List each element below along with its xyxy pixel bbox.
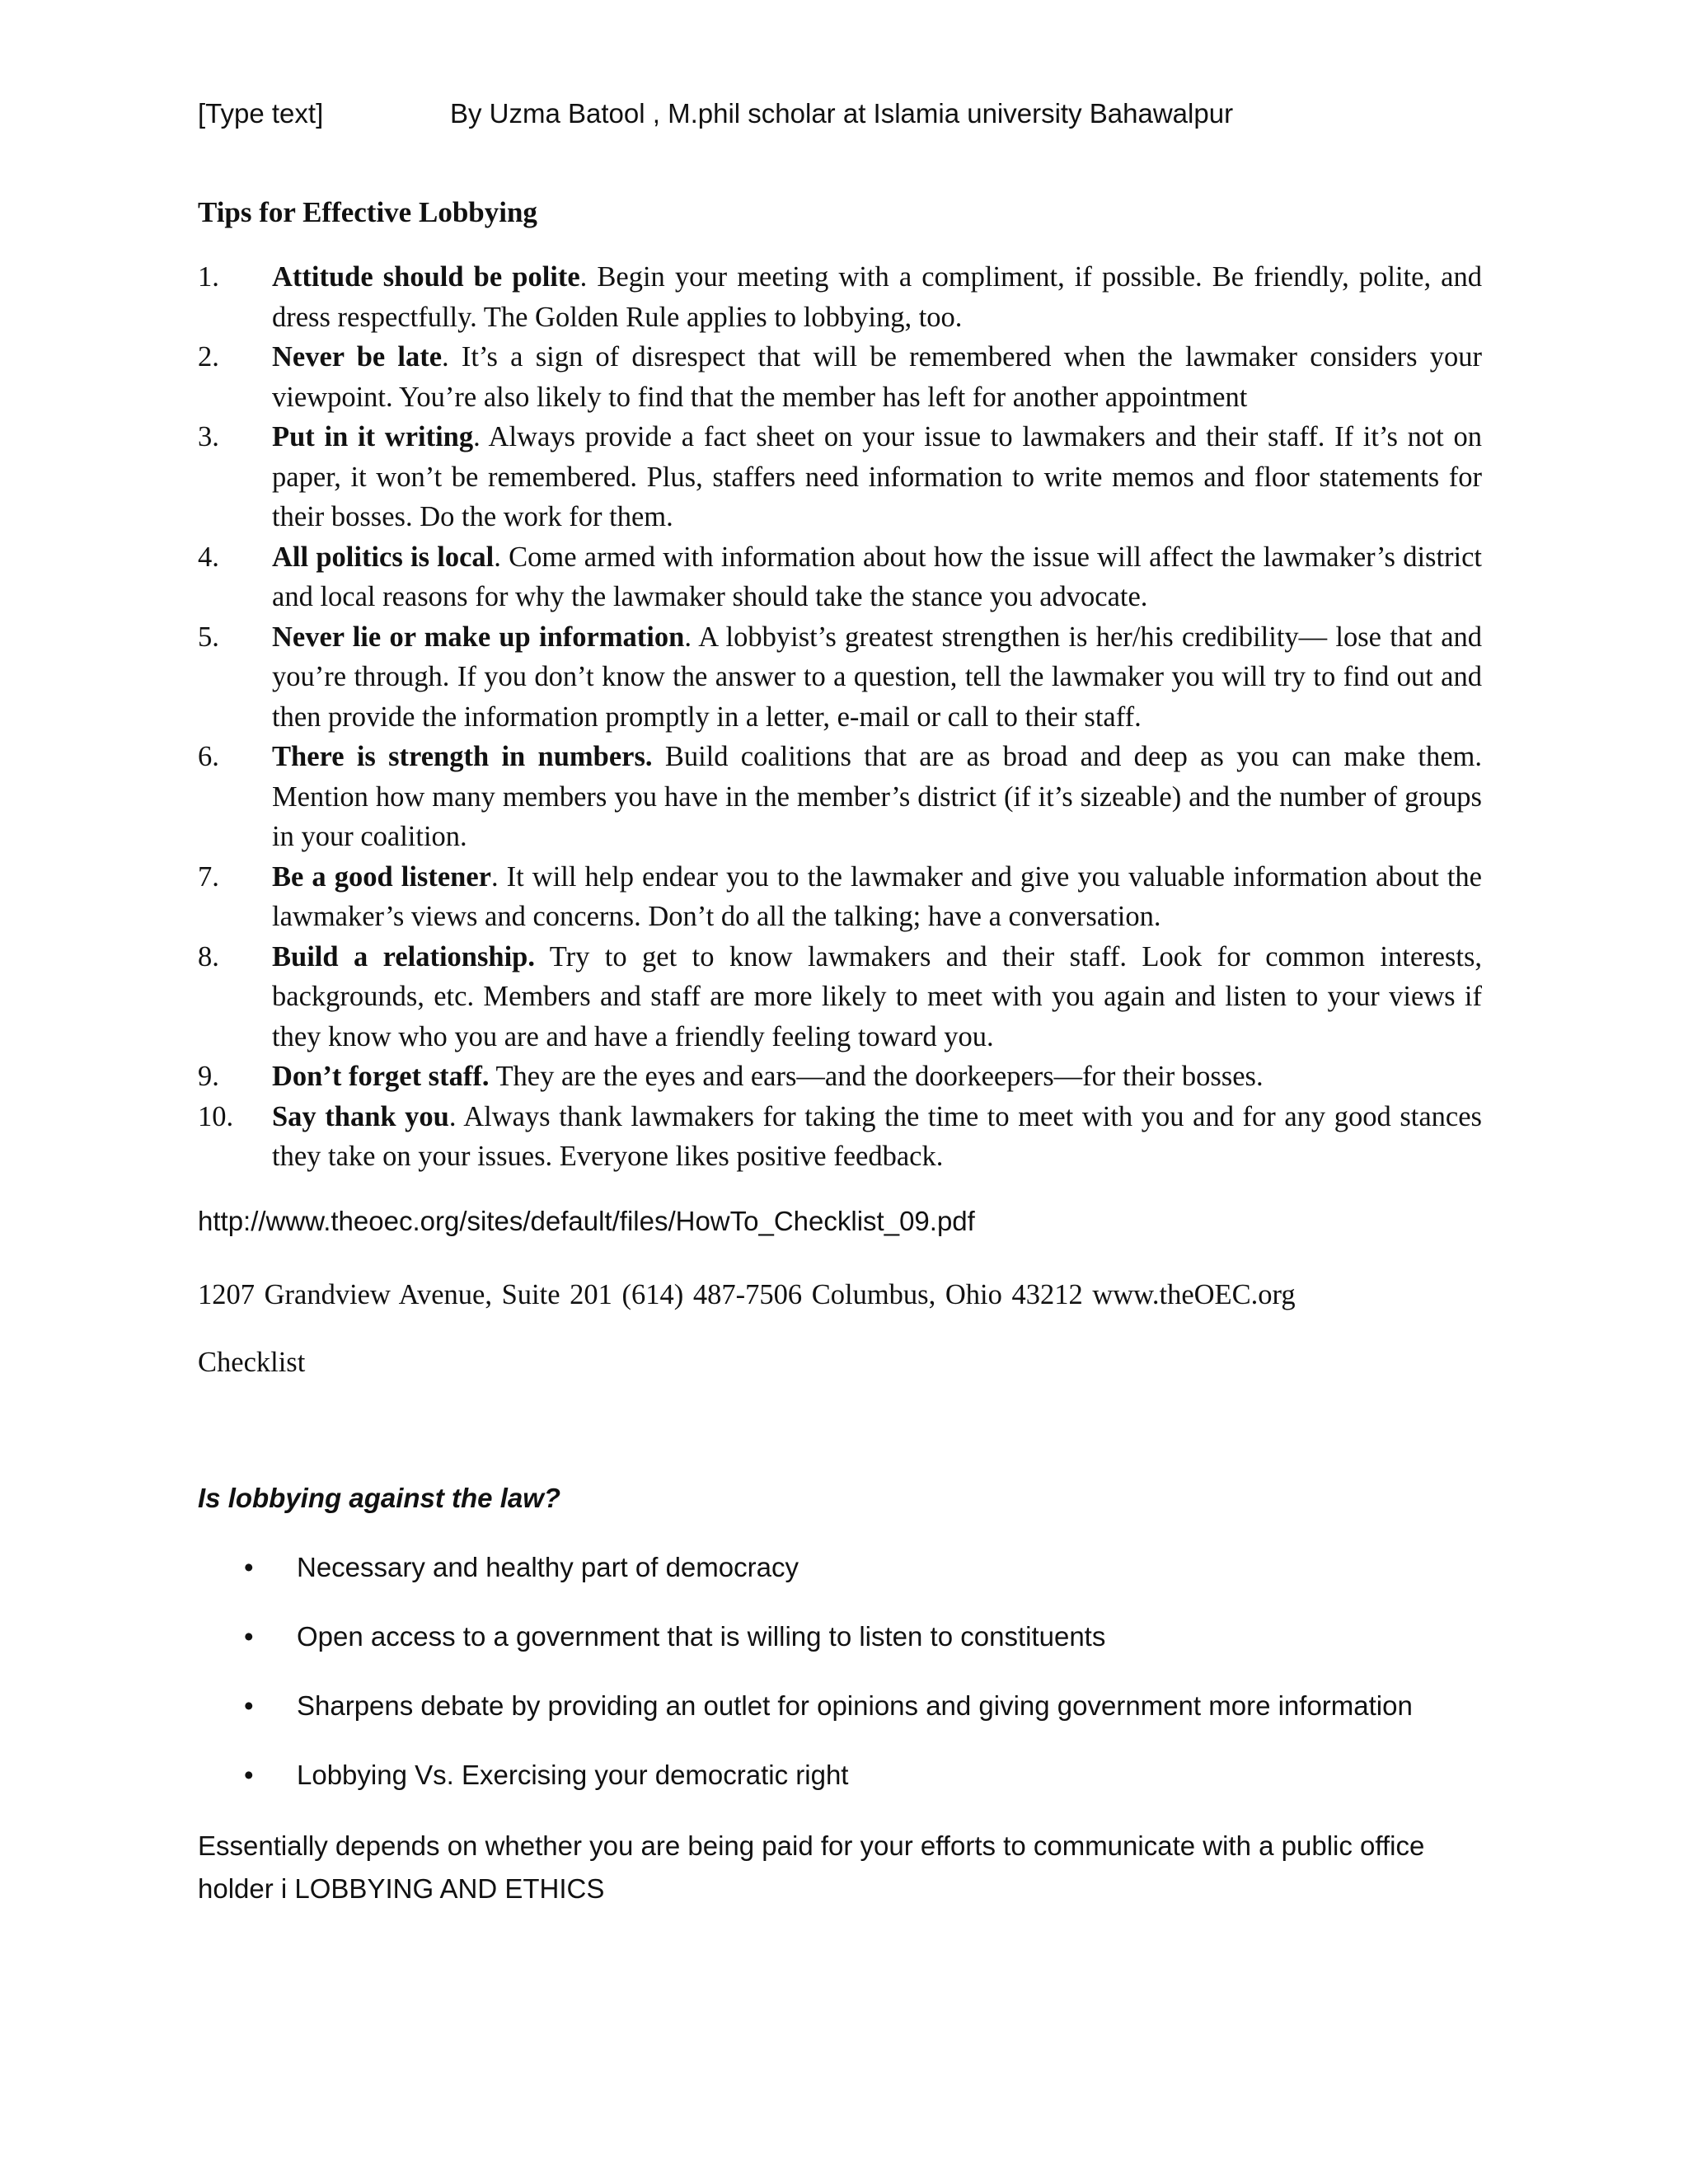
bullet-item <box>198 1619 1517 1688</box>
source-url: http://www.theoec.org/sites/default/files/HowTo_Checklist_09.pdf <box>198 1206 975 1236</box>
bullet-text: Lobbying Vs. Exercising your democratic right <box>297 1760 849 1790</box>
section-title: Tips for Effective Lobbying <box>198 196 537 228</box>
bullet-icon: • <box>244 1621 254 1652</box>
bullet-list <box>198 1549 1517 1826</box>
tip-text: . It’s a sign of disrespect that will be remembered when the lawmaker considers your viewpoint. You’re also likely to find that the member has left for another appointment <box>272 341 1483 413</box>
tip-item <box>198 1097 1482 1177</box>
tip-item <box>198 737 1482 857</box>
bullet-item <box>198 1549 1517 1619</box>
tip-item <box>198 417 1482 537</box>
bullet-text: Sharpens debate by providing an outlet for opinions and giving government more information <box>297 1690 1413 1721</box>
bullet-icon: • <box>244 1760 254 1790</box>
tip-item <box>198 617 1482 738</box>
tips-list <box>198 257 1482 1177</box>
contact-address: 1207 Grandview Avenue, Suite 201 (614) 487-7506 Columbus, Ohio 43212 www.theOEC.org <box>198 1279 1296 1310</box>
tip-item <box>198 337 1482 417</box>
tip-lead: Never be late <box>272 341 443 373</box>
tip-lead: There is strength in numbers. <box>272 741 653 772</box>
tip-number: 4. <box>198 541 219 573</box>
tip-text: . It will help endear you to the lawmaker and give you valuable information about the lawmaker’s views and concerns. Don’t do all the talking; have a conversation. <box>272 860 1482 932</box>
bullet-item <box>198 1757 1517 1826</box>
tip-text: They are the eyes and ears—and the doorkeepers—for their bosses. <box>489 1061 1264 1092</box>
tip-item <box>198 257 1482 337</box>
tip-item <box>198 537 1482 617</box>
tip-number: 2. <box>198 341 219 373</box>
bullet-text: Open access to a government that is willing to listen to constituents <box>297 1621 1106 1652</box>
bullet-text: Necessary and healthy part of democracy <box>297 1552 799 1582</box>
tip-text: . Always thank lawmakers for taking the time to meet with you and for any good stances they take on your issues. Everyone likes positive feedback. <box>272 1100 1482 1172</box>
question-heading: Is lobbying against the law? <box>198 1483 561 1513</box>
tip-number: 9. <box>198 1061 219 1092</box>
tip-number: 5. <box>198 621 219 653</box>
tip-text: . A lobbyist’s greatest strengthen is her/his credibility— lose that and you’re through. If you don’t know the answer to a question, tell the lawmaker you will try to find out and then provide the information promptly in a letter, e-mail or call to their staff. <box>272 621 1483 733</box>
tip-text: . Begin your meeting with a compliment, if possible. Be friendly, polite, and dress respectfully. The Golden Rule applies to lobbying, too. <box>272 261 1482 333</box>
tip-text: . Come armed with information about how the issue will affect the lawmaker’s district and local reasons for why the lawmaker should take the stance you advocate. <box>272 541 1483 612</box>
tip-text: Build coalitions that are as broad and deep as you can make them. Mention how many members you have in the member’s district (if it’s sizeable) and the number of groups in your coalition. <box>272 741 1482 852</box>
header-placeholder-text: [Type text] <box>198 98 324 129</box>
tip-lead: All politics is local <box>272 541 495 573</box>
tip-lead: Attitude should be polite <box>272 261 580 293</box>
bullet-item <box>198 1688 1517 1757</box>
bullet-icon: • <box>244 1690 254 1721</box>
tip-text: . Always provide a fact sheet on your issue to lawmakers and their staff. If it’s not on paper, it won’t be remembered. Plus, staffers need information to write memos and floor statements for their bosses. Do the work for them. <box>272 421 1482 532</box>
tip-item <box>198 937 1482 1057</box>
tip-number: 7. <box>198 860 219 893</box>
tip-lead: Build a relationship. <box>272 940 535 972</box>
tip-number: 8. <box>198 940 219 972</box>
tip-item <box>198 1057 1482 1097</box>
tip-lead: Put in it writing <box>272 421 474 452</box>
tip-number: 6. <box>198 741 219 772</box>
tip-lead: Don’t forget staff. <box>272 1061 490 1092</box>
bullet-icon: • <box>244 1552 254 1582</box>
tip-number: 10. <box>198 1100 234 1132</box>
tip-number: 3. <box>198 421 219 452</box>
header-author-line: By Uzma Batool , M.phil scholar at Islamia university Bahawalpur <box>450 98 1234 129</box>
checklist-label: Checklist <box>198 1347 306 1378</box>
tip-item <box>198 857 1482 937</box>
tip-lead: Be a good listener <box>272 860 491 893</box>
closing-paragraph: Essentially depends on whether you are being paid for your efforts to communicate with a public office holder i LOBBYING AND ETHICS <box>198 1830 1425 1904</box>
tip-number: 1. <box>198 261 219 293</box>
tip-lead: Never lie or make up information <box>272 621 685 653</box>
tip-text: Try to get to know lawmakers and their staff. Look for common interests, backgrounds, etc. Members and staff are more likely to meet with you again and listen to your views if they know who you are and have a friendly feeling toward you. <box>272 940 1482 1052</box>
tip-lead: Say thank you <box>272 1100 449 1132</box>
